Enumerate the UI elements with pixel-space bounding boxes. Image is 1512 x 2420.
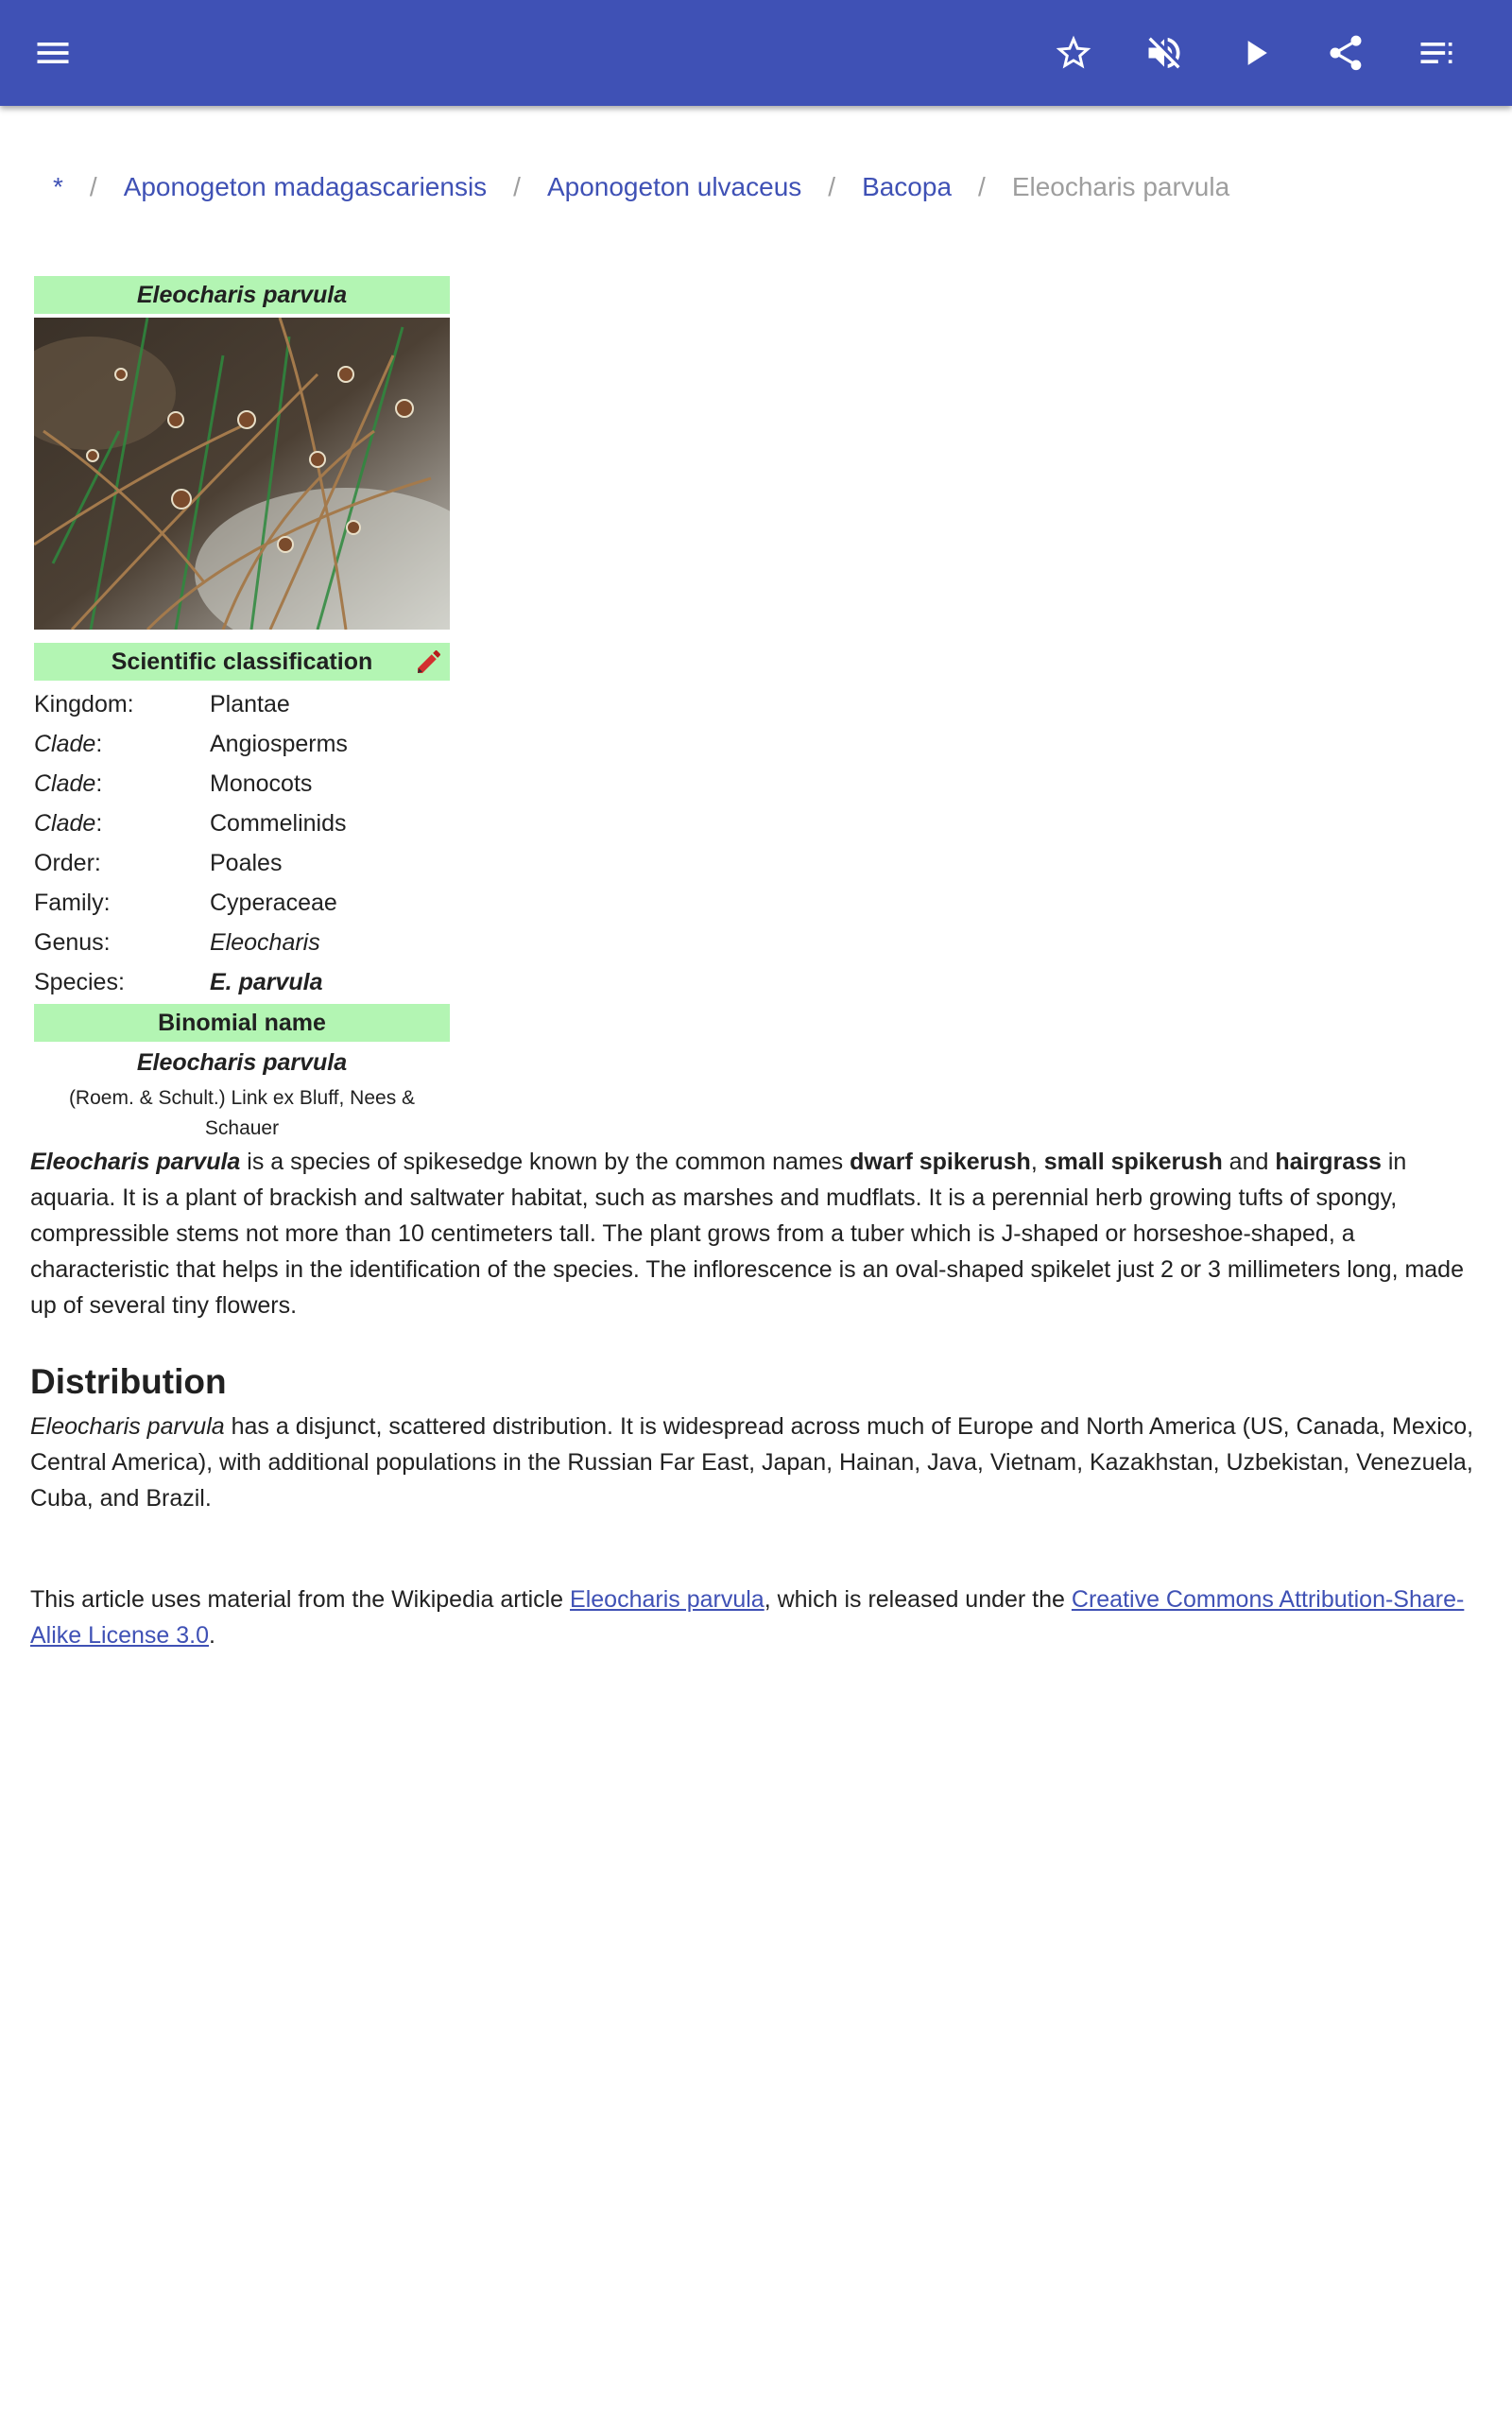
taxon-row-clade xyxy=(34,724,450,764)
distribution-heading: Distribution xyxy=(30,1362,227,1401)
menu-icon xyxy=(32,32,74,74)
breadcrumb-item-home[interactable]: * xyxy=(53,172,63,201)
intro-paragraph xyxy=(30,1144,1482,1323)
taxon-rank[interactable]: Clade xyxy=(34,769,96,797)
attribution-paragraph xyxy=(30,1582,1482,1653)
taxon-rank: Order: xyxy=(34,849,101,876)
binomial-authority: (Roem. & Schult.) Link ex Bluff, Nees & Schauer xyxy=(68,1087,416,1139)
distribution-paragraph xyxy=(30,1409,1482,1516)
taxobox xyxy=(34,276,450,1144)
breadcrumb-separator: / xyxy=(828,172,836,201)
intro-text: , xyxy=(1030,1149,1044,1175)
play-button[interactable] xyxy=(1223,21,1287,85)
share-button[interactable] xyxy=(1314,21,1378,85)
taxon-row-species xyxy=(34,962,450,1002)
rank-colon: : xyxy=(95,730,103,757)
taxon-value[interactable]: Commelinids xyxy=(210,809,347,837)
breadcrumb-separator: / xyxy=(89,172,97,201)
volume-off-icon xyxy=(1143,32,1185,74)
species-name: Eleocharis parvula xyxy=(30,1413,225,1440)
taxon-row-clade xyxy=(34,764,450,804)
taxon-value[interactable]: Poales xyxy=(210,849,283,876)
species-photo[interactable] xyxy=(34,318,450,630)
playlist-button[interactable] xyxy=(1404,21,1469,85)
taxobox-title: Eleocharis parvula xyxy=(34,276,450,314)
taxon-rank: Genus: xyxy=(34,928,111,956)
breadcrumb xyxy=(53,166,1229,208)
license-link[interactable]: Creative Commons Attribution-Share-Alike License 3.0 xyxy=(30,1586,1465,1649)
taxon-rank: Family: xyxy=(34,889,111,916)
taxon-row-order xyxy=(34,843,450,883)
taxon-row-genus xyxy=(34,923,450,962)
taxon-rank[interactable]: Clade xyxy=(34,809,96,837)
taxon-rank: Kingdom: xyxy=(34,690,134,717)
breadcrumb-item[interactable]: Aponogeton madagascariensis xyxy=(123,172,488,201)
star-icon xyxy=(1053,32,1094,74)
menu-button[interactable] xyxy=(21,21,85,85)
favorite-button[interactable] xyxy=(1041,21,1106,85)
breadcrumb-separator: / xyxy=(513,172,521,201)
taxon-value[interactable]: Monocots xyxy=(210,769,313,797)
binomial-name: Eleocharis parvula xyxy=(136,1049,348,1076)
mute-button[interactable] xyxy=(1132,21,1196,85)
taxon-rank: Species: xyxy=(34,968,125,995)
taxon-value: E. parvula xyxy=(210,968,323,995)
share-icon xyxy=(1325,32,1366,74)
wikipedia-article-link[interactable]: Eleocharis parvula xyxy=(570,1586,765,1613)
breadcrumb-item[interactable]: Bacopa xyxy=(862,172,953,201)
taxon-value[interactable]: Angiosperms xyxy=(210,730,348,757)
distribution-text: has a disjunct, scattered distribution. It is widespread across much of Europe and North America (US, Canada, Mexico, Central America), with additional populations in the Russian Far East, Japan, Hainan, Java, Vietnam, Kazakhstan, Uzbekistan, Venezuela, Cuba, and Brazil. xyxy=(30,1413,1474,1512)
taxon-value[interactable]: Cyperaceae xyxy=(210,889,337,916)
breadcrumb-separator: / xyxy=(978,172,986,201)
breadcrumb-current: Eleocharis parvula xyxy=(1011,172,1230,201)
species-name: Eleocharis parvula xyxy=(30,1149,241,1175)
intro-text: is a species of spikesedge known by the common names xyxy=(240,1149,850,1175)
intro-text: in aquaria. It is a plant of brackish and saltwater habitat, such as marshes and mudflats. It is a perennial herb growing tufts of spongy, compressible stems not more than 10 centimeters tall. The plant grows from a tuber which is J-shaped or horseshoe-shaped, a characteristic that helps in the identification of the species. The inflorescence is an oval-shaped spikelet just 2 or 3 millimeters long, made up of several tiny flowers. xyxy=(30,1149,1464,1319)
binomial-name-header: Binomial name xyxy=(34,1004,450,1042)
taxon-rank[interactable]: Clade xyxy=(34,730,96,757)
play-icon xyxy=(1234,32,1276,74)
breadcrumb-item[interactable]: Aponogeton ulvaceus xyxy=(546,172,802,201)
rank-colon: : xyxy=(95,769,103,797)
common-name: small spikerush xyxy=(1043,1149,1223,1175)
common-name: hairgrass xyxy=(1275,1149,1382,1175)
taxon-value[interactable]: Plantae xyxy=(210,690,290,717)
edit-pencil-icon[interactable] xyxy=(414,647,444,677)
attribution-text: , which is released under the xyxy=(764,1586,1072,1613)
app-bar xyxy=(0,0,1512,106)
intro-text: and xyxy=(1222,1149,1276,1175)
playlist-icon xyxy=(1416,32,1457,74)
attribution-text: . xyxy=(209,1622,215,1649)
rank-colon: : xyxy=(95,809,103,837)
taxon-row-clade xyxy=(34,804,450,843)
taxon-row-kingdom xyxy=(34,684,450,724)
taxon-row-family xyxy=(34,883,450,923)
taxon-value[interactable]: Eleocharis xyxy=(210,928,320,956)
scientific-classification-header xyxy=(34,643,450,681)
attribution-text: This article uses material from the Wikipedia article xyxy=(30,1586,571,1613)
scientific-classification-label: Scientific classification xyxy=(111,648,373,675)
common-name: dwarf spikerush xyxy=(850,1149,1031,1175)
